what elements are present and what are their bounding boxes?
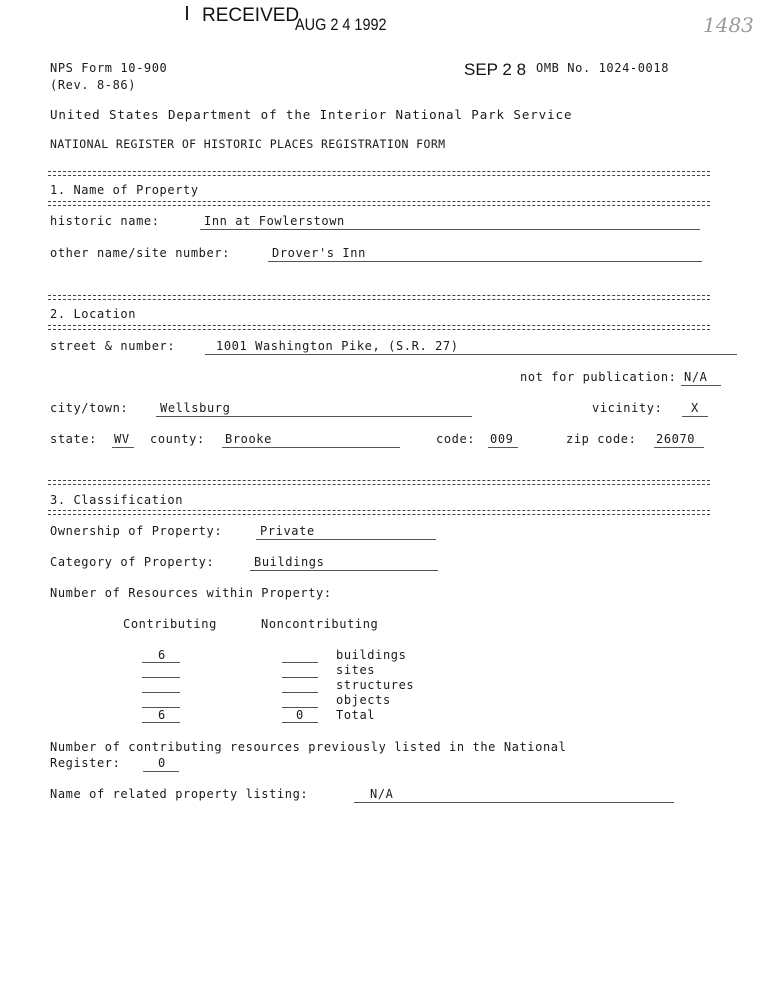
section-2-bottom-rule [48,325,710,330]
department-line: United States Department of the Interior National Park Service [50,107,573,122]
historic-name-underline [200,229,700,230]
section-3-top-rule [48,480,710,485]
contributing-count: 6 [158,708,166,722]
resource-type: sites [336,663,376,677]
previously-listed-text: Number of contributing resources previously listed in the National [50,740,567,754]
category-label: Category of Property: [50,555,215,569]
resources-label: Number of Resources within Property: [50,586,332,600]
not-for-publication-value: N/A [684,370,708,384]
historic-name-value: Inn at Fowlerstown [204,214,345,228]
street-label: street & number: [50,339,176,353]
contributing-underline [142,677,180,678]
noncontributing-count: 0 [296,708,304,722]
other-name-label: other name/site number: [50,246,230,260]
not-for-publication-underline [681,385,721,386]
received-date-stamp: AUG 2 4 1992 [295,15,387,34]
previously-listed-underline [143,771,179,772]
street-underline [205,354,737,355]
noncontributing-underline [282,677,318,678]
county-underline [222,447,400,448]
related-listing-underline [354,802,674,803]
code-value: 009 [490,432,514,446]
related-listing-value: N/A [370,787,394,801]
section-1-heading: 1. Name of Property [50,183,199,197]
ownership-underline [256,539,436,540]
code-underline [488,447,518,448]
vicinity-label: vicinity: [592,401,663,415]
resource-type: structures [336,678,415,692]
resource-type: objects [336,693,391,707]
omb-number: OMB No. 1024-0018 [536,61,670,75]
other-name-value: Drover's Inn [272,246,366,260]
county-label: county: [150,432,205,446]
state-label: state: [50,432,97,446]
column-noncontributing: Noncontributing [261,617,379,631]
section-2-heading: 2. Location [50,307,137,321]
vicinity-underline [682,416,708,417]
vicinity-value: X [691,401,699,415]
section-3-bottom-rule [48,510,710,515]
contributing-underline [142,662,180,663]
section-2-top-rule [48,295,710,300]
contributing-underline [142,722,180,723]
noncontributing-underline [282,722,318,723]
noncontributing-underline [282,692,318,693]
other-name-underline [268,261,702,262]
contributing-underline [142,692,180,693]
not-for-publication-label: not for publication: [520,370,677,384]
received-stamp: RECEIVED [202,5,300,26]
resource-type: buildings [336,648,407,662]
form-revision: (Rev. 8-86) [50,78,137,92]
zip-underline [654,447,704,448]
ownership-label: Ownership of Property: [50,524,223,538]
form-title: NATIONAL REGISTER OF HISTORIC PLACES REGISTRATION FORM [50,137,446,151]
city-underline [156,416,472,417]
handwritten-number: 1483 [703,13,754,37]
category-underline [250,570,438,571]
previously-listed-register-label: Register: [50,756,121,770]
stamp-tick-mark [186,6,188,20]
ownership-value: Private [260,524,315,538]
column-contributing: Contributing [123,617,217,631]
section-3-heading: 3. Classification [50,493,184,507]
section-1-bottom-rule [48,201,710,206]
city-value: Wellsburg [160,401,231,415]
sep-date-stamp: SEP 2 8 [464,60,527,79]
historic-name-label: historic name: [50,214,160,228]
city-label: city/town: [50,401,129,415]
zip-label: zip code: [566,432,637,446]
county-value: Brooke [225,432,272,446]
resource-type: Total [336,708,376,722]
state-value: WV [114,432,130,446]
zip-value: 26070 [656,432,696,446]
street-value: 1001 Washington Pike, (S.R. 27) [216,339,459,353]
section-1-top-rule [48,171,710,176]
code-label: code: [436,432,476,446]
state-underline [112,447,134,448]
category-value: Buildings [254,555,325,569]
previously-listed-value: 0 [158,756,166,770]
related-listing-label: Name of related property listing: [50,787,309,801]
noncontributing-underline [282,662,318,663]
contributing-count: 6 [158,648,166,662]
form-number: NPS Form 10-900 [50,61,168,75]
